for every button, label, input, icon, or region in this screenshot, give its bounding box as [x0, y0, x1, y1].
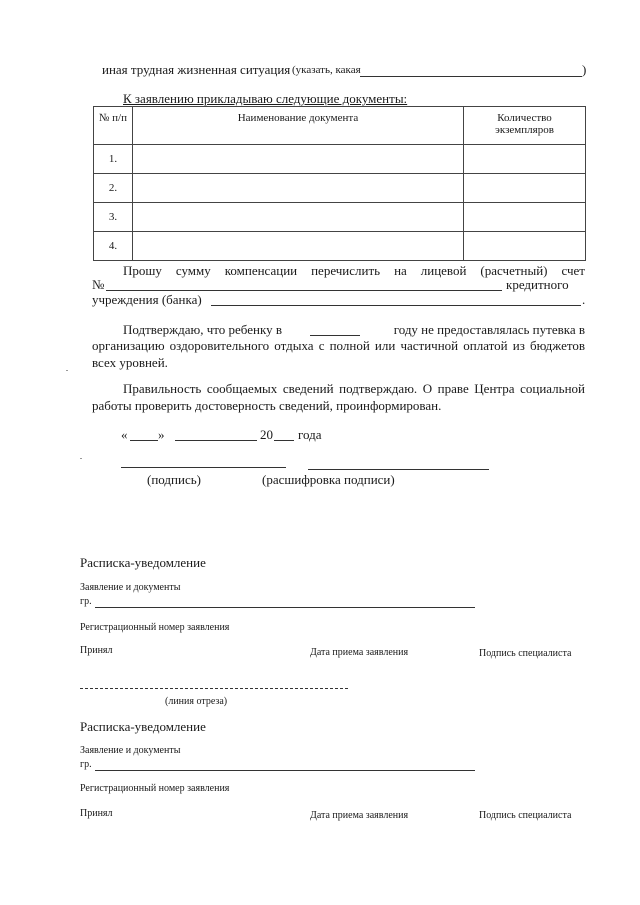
header-number: № п/п [94, 107, 133, 145]
receipt-2-citizen-label: гр. [80, 759, 92, 770]
bank-name-line [211, 305, 581, 306]
situation-label: иная трудная жизненная ситуация [102, 62, 291, 77]
signature-line [121, 467, 286, 468]
row-number: 4. [94, 232, 133, 261]
transfer-word: сумму [175, 263, 211, 278]
account-number-sign: № [92, 277, 105, 292]
receipt-2-date-label: Дата приема заявления [310, 810, 409, 821]
receipt-2-spec-label: Подпись специалиста [479, 810, 572, 821]
confirm-info-text: Правильность сообщаемых сведений подтверждаю. О праве Центра социальной работы проверить достоверность сведений, проинформирован. [92, 381, 585, 413]
receipt-2-reg-label: Регистрационный номер заявления [80, 783, 230, 794]
confirm-info [92, 380, 585, 414]
confirm-trip-text-1: Подтверждаю, что ребенку в [123, 322, 282, 337]
row-copies-cell [464, 232, 586, 261]
table-row [94, 203, 586, 232]
transfer-word: на [394, 263, 407, 278]
transfer-word: компенсации [224, 263, 298, 278]
situation-close-paren: ) [582, 62, 587, 77]
signature-decode-caption: (расшифровка подписи) [262, 472, 395, 487]
date-month-line [175, 440, 257, 441]
date-day-line [130, 440, 158, 441]
row-number: 1. [94, 145, 133, 174]
receipt-2-docs-label: Заявление и документы [80, 745, 181, 756]
receipt-1-accepted-label: Принял [80, 645, 113, 656]
date-close-quote: » [158, 427, 165, 442]
scan-speck [66, 370, 68, 371]
cut-line-caption: (линия отреза) [165, 696, 228, 707]
attachments-title: К заявлению прикладываю следующие документы: [123, 91, 408, 106]
date-open-quote: « [121, 427, 128, 442]
transfer-word: счет [561, 263, 585, 278]
receipt-1-spec-label: Подпись специалиста [479, 648, 572, 659]
signature-decode-line [308, 469, 489, 470]
confirm-trip-text-2: году не предоставлялась путевка в [393, 322, 585, 337]
confirm-trip-rest-text: организацию оздоровительного отдыха с полной или частичной оплатой из бюджетов всех уровней. [92, 338, 585, 370]
row-document-cell [132, 145, 463, 174]
table-row [94, 145, 586, 174]
documents-table [93, 106, 586, 261]
header-document-name: Наименование документа [132, 107, 463, 145]
year-fill-line [310, 322, 360, 336]
row-document-cell [132, 174, 463, 203]
situation-fill-line [360, 76, 582, 77]
scan-speck [80, 458, 82, 459]
row-copies-cell [464, 203, 586, 232]
row-number: 2. [94, 174, 133, 203]
date-suffix: года [298, 427, 322, 442]
credit-label: кредитного [506, 277, 569, 292]
situation-hint: (указать, какая [292, 64, 361, 76]
receipt-2-accepted-label: Принял [80, 808, 113, 819]
signature-caption: (подпись) [147, 472, 201, 487]
bank-dot: . [582, 292, 586, 307]
receipt-1-docs-label: Заявление и документы [80, 582, 181, 593]
transfer-word: перечислить [311, 263, 381, 278]
receipt-1-citizen-label: гр. [80, 596, 92, 607]
row-document-cell [132, 232, 463, 261]
transfer-word: Прошу [123, 263, 162, 278]
row-number: 3. [94, 203, 133, 232]
transfer-word: (расчетный) [480, 263, 548, 278]
account-number-line [106, 290, 502, 291]
cut-dashed-line [80, 688, 348, 689]
date-year-prefix: 20 [260, 427, 273, 442]
row-copies-cell [464, 145, 586, 174]
date-year-line [274, 440, 294, 441]
header-copies-text: Количество экземпляров [495, 112, 554, 136]
bank-label: учреждения (банка) [92, 292, 202, 307]
receipt-2-title: Расписка-уведомление [80, 719, 206, 734]
receipt-1-title: Расписка-уведомление [80, 555, 206, 570]
receipt-2-citizen-line [95, 770, 475, 771]
table-row [94, 174, 586, 203]
table-header-row [94, 107, 586, 145]
table-row [94, 232, 586, 261]
receipt-1-citizen-line [95, 607, 475, 608]
row-copies-cell [464, 174, 586, 203]
receipt-1-reg-label: Регистрационный номер заявления [80, 622, 230, 633]
confirm-trip-rest [92, 337, 585, 371]
row-document-cell [132, 203, 463, 232]
header-copies [464, 107, 586, 145]
confirm-trip-first-line [123, 322, 585, 338]
receipt-1-date-label: Дата приема заявления [310, 647, 409, 658]
transfer-word: лицевой [420, 263, 467, 278]
